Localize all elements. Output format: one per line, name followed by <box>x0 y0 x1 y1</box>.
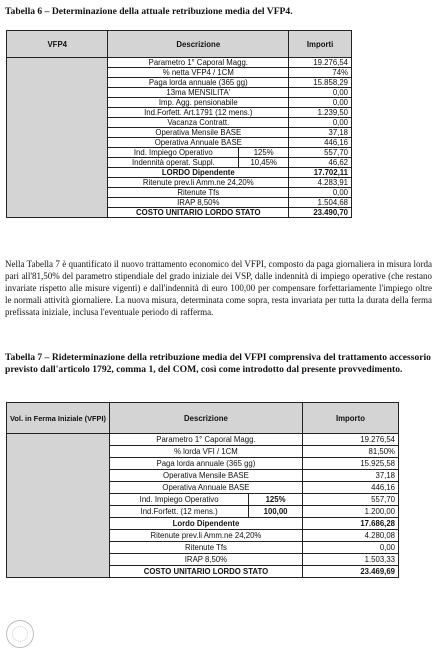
row-amount: 557,70 <box>302 494 398 506</box>
row-description: Indennità operat. Suppl. <box>108 158 239 168</box>
row-description: IRAP 8,50% <box>109 554 302 566</box>
row-description: Ind.Forfett. (12 mens.) <box>109 506 248 518</box>
body-paragraph: Nella Tabella 7 è quantificato il nuovo trattamento economico del VFPI, composto da paga giornaliera in misura lorda pari all'81,50% del parametro stipendiale del grado iniziale dei VSP, dalle indennità di impiego operative (che restano invariate rispetto alle misure vigenti) e dall'indennità di euro 100,00 per compensare forfettariamente l'impiego oltre le normali attività giornaliere. La nuova misura, determinata come sopra, resta invariata per tutta la durata della ferma prefissata iniziale, inclusa l'eventuale periodo di rafferma. <box>5 259 432 318</box>
row-description: Operativa Mensile BASE <box>109 470 302 482</box>
table7-header-descrizione: Descrizione <box>109 403 302 434</box>
table-row <box>7 434 399 446</box>
row-amount: 15.858,29 <box>289 78 352 88</box>
row-amount: 446,16 <box>302 482 398 494</box>
side-column <box>7 58 108 218</box>
row-description: COSTO UNITARIO LORDO STATO <box>108 208 289 218</box>
row-description: Lordo Dipendente <box>109 518 302 530</box>
row-description: Paga lorda annuale (365 gg) <box>109 458 302 470</box>
row-amount: 0,00 <box>302 542 398 554</box>
table-row <box>7 58 352 68</box>
row-amount: 0,00 <box>289 88 352 98</box>
row-amount: 0,00 <box>289 188 352 198</box>
row-amount: 15.925,58 <box>302 458 398 470</box>
row-description: Parametro 1° Caporal Magg. <box>109 434 302 446</box>
row-amount: 1.503,33 <box>302 554 398 566</box>
row-amount: 557,70 <box>289 148 352 158</box>
table6-header-vfp4: VFP4 <box>7 31 108 58</box>
row-percentage: 100,00 <box>249 506 303 518</box>
row-amount: 74% <box>289 68 352 78</box>
table6-caption: Tabella 6 – Determinazione della attuale retribuzione media del VFP4. <box>5 6 293 17</box>
row-description: COSTO UNITARIO LORDO STATO <box>109 566 302 578</box>
row-amount: 4.280,08 <box>302 530 398 542</box>
row-amount: 37,18 <box>302 470 398 482</box>
row-amount: 1.504,68 <box>289 198 352 208</box>
row-description: Paga lorda annuale (365 gg) <box>108 78 289 88</box>
row-description: Vacanza Contratt. <box>108 118 289 128</box>
row-amount: 46,62 <box>289 158 352 168</box>
row-amount: 1.239,50 <box>289 108 352 118</box>
row-description: Ritenute Tfs <box>108 188 289 198</box>
row-amount: 17.702,11 <box>289 168 352 178</box>
row-amount: 17.686,28 <box>302 518 398 530</box>
row-description: Ind. Impiego Operativo <box>108 148 239 158</box>
table7-header-importo: Importo <box>302 403 398 434</box>
table7 <box>6 402 399 578</box>
row-amount: 23.490,70 <box>289 208 352 218</box>
table6 <box>6 30 352 218</box>
row-description: Operativa Annuale BASE <box>108 138 289 148</box>
stamp-seal-icon <box>6 620 34 648</box>
table7-caption: Tabella 7 – Rideterminazione della retribuzione media del VFPI comprensiva del trattamento accessorio previsto dall'articolo 1792, comma 1, del COM, così come introdotto dal presente provvedimento. <box>5 352 431 375</box>
row-description: LORDO Dipendente <box>108 168 289 178</box>
row-percentage: 125% <box>239 148 289 158</box>
row-amount: 1.200,00 <box>302 506 398 518</box>
table7-header-vfpi: Vol. in Ferma Iniziale (VFPI) <box>7 403 110 434</box>
row-percentage: 10,45% <box>239 158 289 168</box>
row-amount: 19.276,54 <box>289 58 352 68</box>
row-percentage: 125% <box>249 494 303 506</box>
row-amount: 81,50% <box>302 446 398 458</box>
table6-header-descrizione: Descrizione <box>108 31 289 58</box>
row-amount: 4.283,91 <box>289 178 352 188</box>
row-description: Ritenute prev.li Amm.ne 24,20% <box>108 178 289 188</box>
row-description: Ritenute Tfs <box>109 542 302 554</box>
row-amount: 37,18 <box>289 128 352 138</box>
row-amount: 446,16 <box>289 138 352 148</box>
row-amount: 19.276,54 <box>302 434 398 446</box>
row-description: Imp. Agg. pensionabile <box>108 98 289 108</box>
row-description: 13ma MENSILITA' <box>108 88 289 98</box>
row-description: % netta VFP4 / 1CM <box>108 68 289 78</box>
row-amount: 23.469,69 <box>302 566 398 578</box>
row-description: Ind.Forfett. Art.1791 (12 mens.) <box>108 108 289 118</box>
row-description: Parametro 1° Caporal Magg. <box>108 58 289 68</box>
row-amount: 0,00 <box>289 118 352 128</box>
row-description: Ritenute prev.li Amm.ne 24,20% <box>109 530 302 542</box>
row-description: Operativa Mensile BASE <box>108 128 289 138</box>
table6-header-importi: Importi <box>289 31 352 58</box>
row-description: IRAP 8,50% <box>108 198 289 208</box>
row-description: Ind. Impiego Operativo <box>109 494 248 506</box>
side-column <box>7 434 110 578</box>
row-amount: 0,00 <box>289 98 352 108</box>
row-description: Operativa Annuale BASE <box>109 482 302 494</box>
row-description: % lorda VFI / 1CM <box>109 446 302 458</box>
